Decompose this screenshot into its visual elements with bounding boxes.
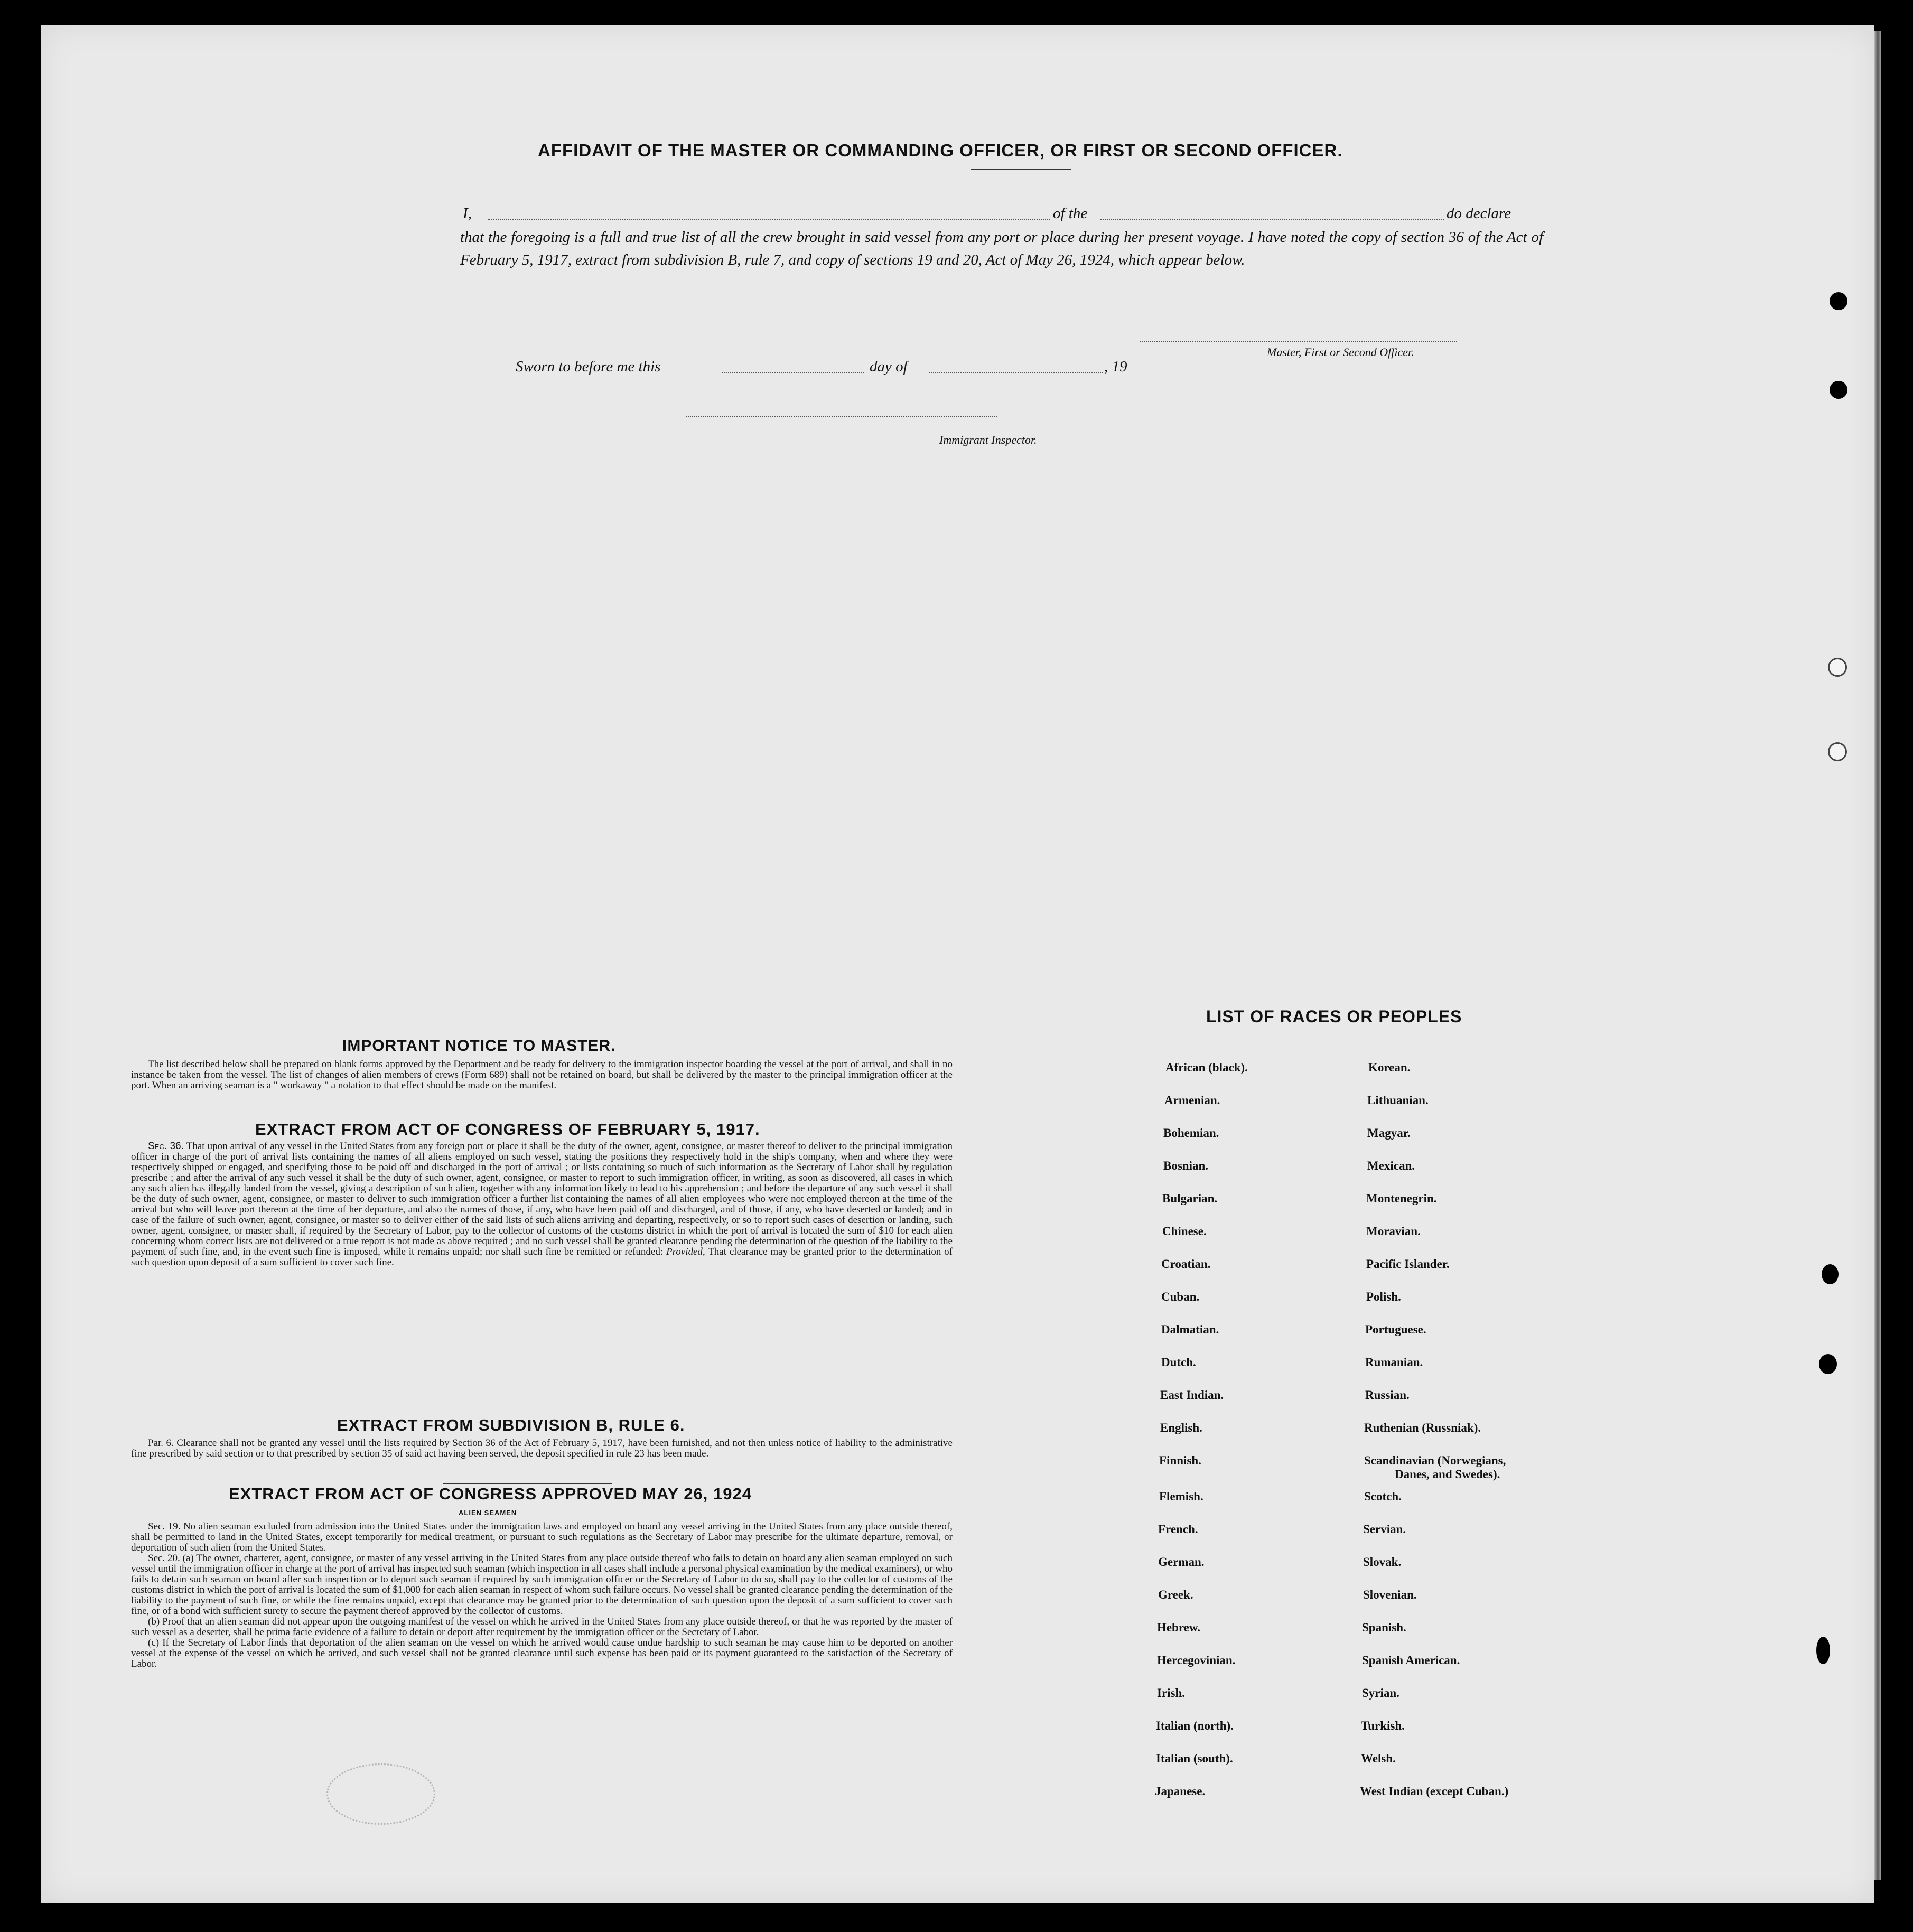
race-left-5: Chinese. xyxy=(1162,1225,1207,1238)
race-left-6: Croatian. xyxy=(1161,1257,1211,1271)
race-right-8: Portuguese. xyxy=(1365,1323,1426,1336)
extract-rule6-body xyxy=(131,1438,953,1459)
race-right-23: West Indian (except Cuban.) xyxy=(1360,1785,1509,1798)
race-right-5: Moravian. xyxy=(1366,1225,1421,1238)
stamp-impression xyxy=(326,1763,435,1825)
race-right-12: Scandinavian (Norwegians, xyxy=(1364,1454,1506,1467)
affidavit-body: that the foregoing is a full and true list of all the crew brought in said vessel from any port or place during her present voyage. I have noted the copy of section 36 of the Act of February 5, 1917, extract from subdivision B, rule 7, and copy of sections 19 and 20, Act of May 26, 1924, which appear below. xyxy=(460,229,1543,268)
race-right-13: Danes, and Swedes). xyxy=(1395,1468,1500,1481)
race-right-18: Spanish. xyxy=(1362,1621,1406,1634)
extract-1924-sec19: Sec. 19. No alien seaman excluded from admission into the United States under the immigration laws and employed on board any vessel arriving in the United States from any place outside thereof, shall be permitted to land in the United States, except temporarily for medical treatment, or pursuant to such regulations as the Secretary of Labor may prescribe for the ultimate departure, removal, or deportation of such alien from the United States. xyxy=(131,1521,953,1553)
race-right-2: Magyar. xyxy=(1367,1126,1411,1140)
race-left-22: Japanese. xyxy=(1155,1785,1206,1798)
race-left-18: Hercegovinian. xyxy=(1157,1654,1236,1667)
document-sheet xyxy=(41,25,1874,1903)
extract-1924-subtitle: ALIEN SEAMEN xyxy=(459,1509,517,1517)
race-left-12: Finnish. xyxy=(1159,1454,1201,1467)
races-title: LIST OF RACES OR PEOPLES xyxy=(1206,1007,1462,1026)
race-right-1: Lithuanian. xyxy=(1367,1094,1429,1107)
race-right-9: Rumanian. xyxy=(1365,1356,1423,1369)
binder-hole-2 xyxy=(1830,381,1847,399)
extract-rule6-text: Par. 6. Clearance shall not be granted any vessel until the lists required by Section 36 of the Act of February 5, 1917, have been furnished, and not then unless notice of liability to the administrative fine prescribed by said section or to that prescribed by section 35 of said act having been served, the deposit specified in rule 23 has been made. xyxy=(131,1438,953,1459)
notice-text: The list described below shall be prepared on blank forms approved by the Department and be ready for delivery to the immigration inspector boarding the vessel at the port of arrival, and shall in no instance be taken from the vessel. The list of changes of alien members of crews (Form 689) shall not be retained on board, but shall be delivered by the master to the principal immigration officer at the port. When an arriving seaman is a " workaway " a notation to that effect should be made on the manifest. xyxy=(131,1059,953,1091)
race-right-6: Pacific Islander. xyxy=(1366,1257,1450,1271)
race-left-20: Italian (north). xyxy=(1156,1719,1234,1732)
binder-hole-4 xyxy=(1828,742,1847,761)
master-signature-label: Master, First or Second Officer. xyxy=(1267,346,1414,359)
extract-1924-sec20b: (b) Proof that an alien seaman did not appear upon the outgoing manifest of the vessel on which he arrived in the United States from any place outside thereof, or that he was reported by the master of such vessel as a deserter, shall be prima facie evidence of a failure to detain or deport after requirement by the immigration officer or the Secretary of Labor. xyxy=(131,1616,953,1638)
sworn-day-of: day of xyxy=(870,358,908,375)
race-right-22: Welsh. xyxy=(1361,1752,1396,1765)
affidavit-i: I, xyxy=(463,205,472,222)
race-right-21: Turkish. xyxy=(1361,1719,1405,1732)
race-right-16: Slovak. xyxy=(1363,1555,1402,1569)
race-right-17: Slovenian. xyxy=(1363,1588,1417,1601)
race-right-10: Russian. xyxy=(1365,1388,1410,1402)
sworn-day-line xyxy=(722,372,864,373)
extract-1924-title: EXTRACT FROM ACT OF CONGRESS APPROVED MAY 26, 1924 xyxy=(229,1485,752,1503)
binder-hole-6 xyxy=(1819,1354,1837,1374)
extract-1917-proviso: That clearance may be granted prior to the determination of such question upon deposit of a sum sufficient to cover such fine. xyxy=(131,1246,953,1268)
extract-1917-proviso-label: Provided, xyxy=(666,1246,705,1257)
master-signature-line xyxy=(1140,341,1457,342)
binder-hole-1 xyxy=(1830,292,1847,310)
race-right-4: Montenegrin. xyxy=(1366,1192,1437,1205)
sworn-year: , 19 xyxy=(1104,358,1127,375)
extract-rule6-title: EXTRACT FROM SUBDIVISION B, RULE 6. xyxy=(337,1416,685,1434)
affidavit-title-rule xyxy=(971,169,1071,170)
race-right-19: Spanish American. xyxy=(1362,1654,1460,1667)
race-left-3: Bosnian. xyxy=(1163,1159,1209,1172)
race-left-13: Flemish. xyxy=(1159,1490,1203,1503)
inspector-label: Immigrant Inspector. xyxy=(939,433,1037,446)
binder-hole-5 xyxy=(1822,1264,1839,1284)
notice-body xyxy=(131,1059,953,1091)
page-stack-edge xyxy=(1874,31,1881,1880)
extract-1917-text: That upon arrival of any vessel in the United States from any foreign port or place it shall be the duty of the owner, agent, consignee, or master thereof to deliver to the principal immigration officer in charge of the port of arrival lists containing the names of all aliens employed on such vessel, stating the positions they respectively hold in the ship's company, when and where they were respectively shipped or engaged, and specifying those to be paid off and discharged in the port of arrival ; or lists containing so much of such information as the Secretary of Labor shall by regulation prescribe ; and after the arrival of any such vessel it shall be the duty of such owner, agent, consignee, or master to report to such immigration officer, in writing, as soon as discovered, all cases in which any such alien has illegally landed from the vessel, giving a description of such alien, together with any information likely to lead to his apprehension ; and before the departure of any such vessel it shall be the duty of such owner, agent, consignee, or master to deliver to such immigration officer a further list containing the names of all alien employees who were not employed thereon at the time of the arrival but who will leave port thereon at the time of her departure, and also the names of those, if any, who have been paid off and discharged, and of those, if any, who have deserted or landed; and in case of the failure of such owner, agent, consignee, or master so to deliver either of the said lists of such aliens arriving and departing, respectively, or so to report such cases of desertion or landing, such owner, agent, consignee, or master shall, if required by the Secretary of Labor, pay to the collector of customs of the customs district in which the port of arrival is located the sum of $10 for each alien concerning whom correct lists are not delivered or a true report is not made as above required ; and no such vessel shall be granted clearance pending the determination of the question of the liability to the payment of such fine, and, in the event such fine is imposed, while it remains unpaid; nor shall such fine be remitted or refunded: xyxy=(131,1141,953,1257)
race-left-16: Greek. xyxy=(1158,1588,1193,1601)
sworn-month-line xyxy=(929,372,1103,373)
race-left-2: Bohemian. xyxy=(1163,1126,1219,1140)
extract-rule6-rule xyxy=(443,1483,612,1484)
binder-hole-3 xyxy=(1828,658,1847,677)
race-left-0: African (black). xyxy=(1165,1061,1248,1074)
race-left-19: Irish. xyxy=(1157,1686,1186,1700)
race-left-4: Bulgarian. xyxy=(1162,1192,1218,1205)
affidavit-vessel-line xyxy=(1100,219,1444,220)
extract-1917-title: EXTRACT FROM ACT OF CONGRESS OF FEBRUARY 5, 1917. xyxy=(255,1120,760,1138)
race-left-14: French. xyxy=(1158,1523,1198,1536)
race-left-10: East Indian. xyxy=(1160,1388,1224,1402)
affidavit-do-declare: do declare xyxy=(1447,205,1511,222)
affidavit-title: AFFIDAVIT OF THE MASTER OR COMMANDING OFFICER, OR FIRST OR SECOND OFFICER. xyxy=(538,141,1343,160)
race-left-9: Dutch. xyxy=(1161,1356,1196,1369)
race-left-1: Armenian. xyxy=(1164,1094,1220,1107)
race-right-3: Mexican. xyxy=(1367,1159,1415,1172)
extract-1917-sec-label: Sec. 36. xyxy=(148,1141,184,1152)
extract-1924-body xyxy=(131,1522,953,1669)
race-left-7: Cuban. xyxy=(1161,1290,1200,1303)
extract-1924-sec20a: Sec. 20. (a) The owner, charterer, agent, consignee, or master of any vessel arriving in the United States from any place outside thereof who fails to detain on board any alien seaman employed on such vessel until the immigration officer in charge at the port of arrival has inspected such seaman (which inspection in all cases shall include a personal physical examination by the medical examiners), or who fails to detain such seaman on board after such inspection or to deport such seaman if required by such immigration officer or the Secretary of Labor to do so, shall pay to the collector of customs of the customs district in which the port of arrival is located the sum of $1,000 for each alien seaman in respect of whom such failure occurs. No vessel shall be granted clearance pending the determination of the liability to the payment of such fine, or while the fine remains unpaid, except that clearance may be granted prior to the determination of such question upon the deposit of a sum sufficient to cover such fine, or of a bond with sufficient surety to secure the payment thereof approved by the collector of customs. xyxy=(131,1553,953,1617)
notice-title: IMPORTANT NOTICE TO MASTER. xyxy=(342,1037,616,1054)
inspector-signature-line xyxy=(686,416,997,417)
race-left-21: Italian (south). xyxy=(1156,1752,1233,1765)
race-right-15: Servian. xyxy=(1363,1523,1406,1536)
affidavit-name-line xyxy=(488,219,1050,220)
race-left-8: Dalmatian. xyxy=(1161,1323,1219,1336)
race-right-20: Syrian. xyxy=(1362,1686,1399,1700)
race-right-11: Ruthenian (Russniak). xyxy=(1364,1421,1481,1434)
race-right-14: Scotch. xyxy=(1364,1490,1402,1503)
race-left-15: German. xyxy=(1158,1555,1205,1569)
binder-hole-7 xyxy=(1816,1637,1830,1664)
affidavit-of-the: of the xyxy=(1053,205,1088,222)
race-left-11: English. xyxy=(1160,1421,1202,1434)
race-right-7: Polish. xyxy=(1366,1290,1401,1303)
extract-1917-body xyxy=(131,1141,953,1268)
race-right-0: Korean. xyxy=(1368,1061,1411,1074)
sworn-prefix: Sworn to before me this xyxy=(516,358,661,375)
extract-1924-sec20c: (c) If the Secretary of Labor finds that deportation of the alien seaman on the vessel on which he arrived would cause undue hardship to such seaman he may cause him to be deported on another vessel at the expense of the vessel on which he arrived, and such vessel shall not be granted clearance until such expense has been paid or its payment guaranteed to the satisfaction of the Secretary of Labor. xyxy=(131,1637,953,1669)
race-left-17: Hebrew. xyxy=(1157,1621,1200,1634)
